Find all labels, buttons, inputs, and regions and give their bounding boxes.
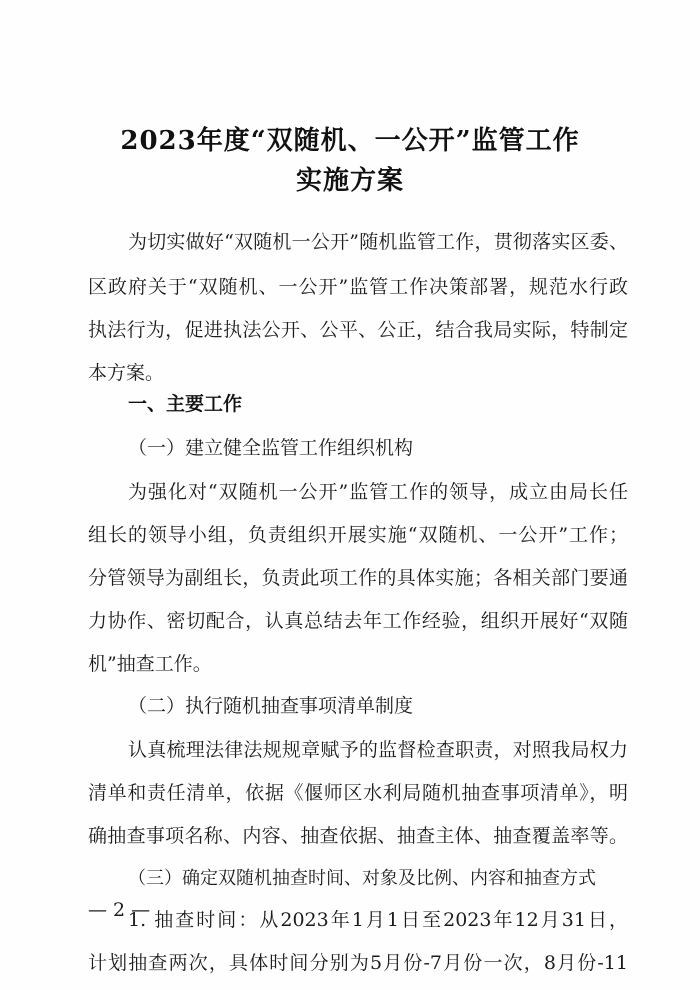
subsection-heading: （一）建立健全监管工作组织机构	[128, 437, 414, 459]
document-title-line-1: 2023年度“双随机、一公开”监管工作	[120, 126, 580, 156]
paragraph-line: 力协作、密切配合，认真总结去年工作经验，组织开展好“双随	[88, 610, 628, 632]
paragraph-line: 机”抽查工作。	[88, 653, 212, 675]
paragraph-line: 区政府关于“双随机、一公开”监管工作决策部署，规范水行政	[88, 276, 628, 298]
paragraph-line: 确抽查事项名称、内容、抽查依据、抽查主体、抽查覆盖率等。	[88, 825, 628, 847]
paragraph-line: 认真梳理法律法规规章赋予的监督检查职责，对照我局权力	[128, 739, 628, 761]
document-title-line-2: 实施方案	[295, 166, 404, 196]
section-heading: 一、主要工作	[128, 393, 243, 415]
paragraph-line: 组长的领导小组，负责组织开展实施“双随机、一公开”工作；	[88, 524, 628, 546]
paragraph-line: 1. 抽查时间：从2023年1月1日至2023年12月31日，	[128, 909, 628, 931]
paragraph-line: 执法行为，促进执法公开、公平、公正，结合我局实际，特制定	[88, 319, 628, 341]
paragraph-line: 为强化对“双随机一公开”监管工作的领导，成立由局长任	[128, 481, 628, 503]
paragraph-line: 计划抽查两次，具体时间分别为5月份-7月份一次，8月份-11	[88, 952, 628, 974]
paragraph-line: 分管领导为副组长，负责此项工作的具体实施；各相关部门要通	[88, 567, 628, 589]
paragraph-line: 为切实做好“双随机一公开”随机监管工作，贯彻落实区委、	[128, 231, 628, 253]
subsection-heading: （三）确定双随机抽查时间、对象及比例、内容和抽查方式	[128, 868, 596, 889]
page-number: — 2 —	[88, 899, 151, 921]
paragraph-line: 本方案。	[88, 362, 165, 384]
paragraph-line: 清单和责任清单，依据《偃师区水利局随机抽查事项清单》，明	[88, 782, 628, 804]
subsection-heading: （二）执行随机抽查事项清单制度	[128, 695, 414, 717]
